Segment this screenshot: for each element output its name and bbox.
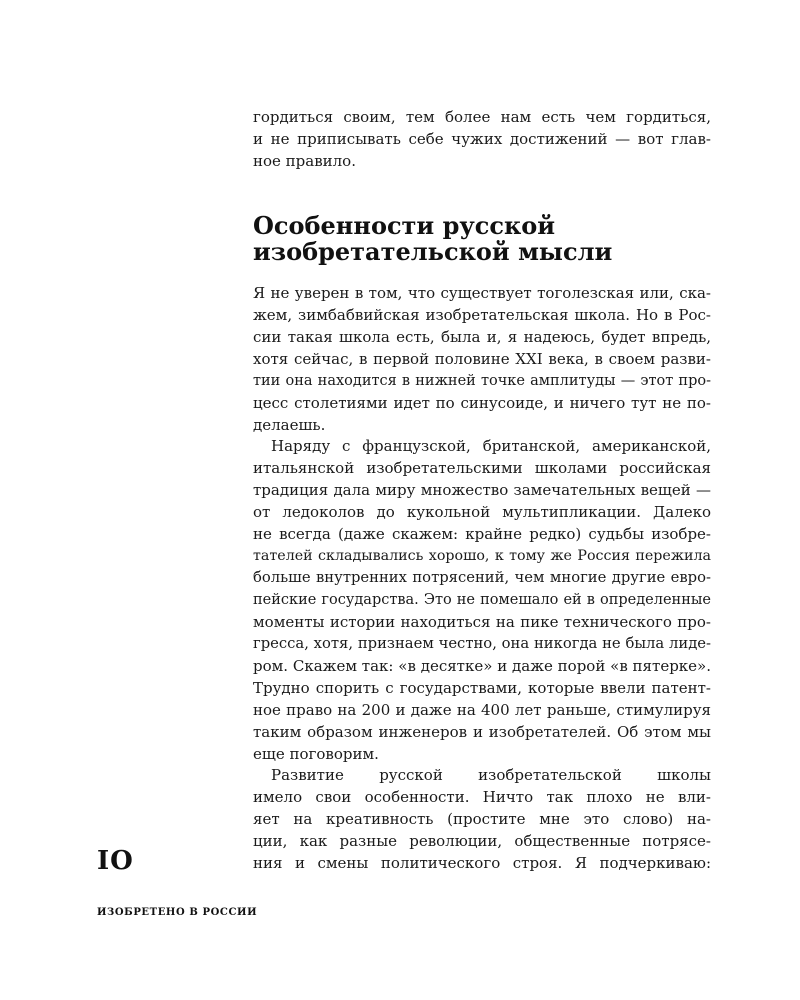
section-heading-line: изобретательской мысли xyxy=(253,237,613,266)
text-line: хотя сейчас, в первой половине XXI века, в своем разви- xyxy=(253,350,711,368)
text-line: сии такая школа есть, была и, я надеюсь, будет впредь, xyxy=(253,328,711,346)
text-line: ное правило. xyxy=(253,152,356,170)
text-line: ции, как разные революции, общественные потрясе- xyxy=(253,832,711,850)
text-line: тателей складывались хорошо, к тому же Россия пережила xyxy=(253,548,711,564)
text-line: Развитие русской изобретательской школы xyxy=(271,766,711,784)
text-line: жем, зимбабвийская изобретательская школа. Но в Рос- xyxy=(253,306,711,324)
text-line: от ледоколов до кукольной мультипликации. Далеко xyxy=(253,503,711,521)
text-line: ром. Скажем так: «в десятке» и даже порой «в пятерке». xyxy=(253,657,711,675)
intro-paragraph xyxy=(253,106,711,172)
text-line: моменты истории находиться на пике технического про- xyxy=(253,613,711,631)
paragraph-2 xyxy=(253,435,711,765)
text-line: Наряду с французской, британской, американской, xyxy=(271,437,711,455)
text-line: делаешь. xyxy=(253,416,326,434)
text-line: тии она находится в нижней точке амплитуды — этот про- xyxy=(253,373,711,389)
text-line: не всегда (даже скажем: крайне редко) судьбы изобре- xyxy=(253,525,711,543)
text-line: итальянской изобретательскими школами российская xyxy=(253,459,711,477)
text-line: традиция дала миру множество замечательных вещей — xyxy=(253,481,711,499)
text-line: Трудно спорить с государствами, которые ввели патент- xyxy=(253,679,711,697)
running-title: ИЗОБРЕТЕНО В РОССИИ xyxy=(97,907,258,918)
paragraph-1 xyxy=(253,282,711,436)
paragraph-3 xyxy=(253,764,711,874)
text-line: таким образом инженеров и изобретателей. Об этом мы xyxy=(253,723,711,741)
text-line: имело свои особенности. Ничто так плохо не вли- xyxy=(253,788,711,806)
text-line: яет на креативность (простите мне это слово) на- xyxy=(253,810,711,828)
text-line: Я не уверен в том, что существует тоголезская или, ска- xyxy=(253,284,711,302)
text-line: цесс столетиями идет по синусоиде, и ничего тут не по- xyxy=(253,394,711,412)
text-line: и не приписывать себе чужих достижений — вот глав- xyxy=(253,130,711,148)
section-heading xyxy=(253,213,723,265)
page-number: IO xyxy=(97,846,134,876)
section-heading-line: Особенности русской xyxy=(253,211,556,240)
text-line: ное право на 200 и даже на 400 лет раньше, стимулируя xyxy=(253,701,711,719)
text-line: ния и смены политического строя. Я подчеркиваю: xyxy=(253,854,711,872)
text-line: гордиться своим, тем более нам есть чем гордиться, xyxy=(253,108,711,126)
text-line: пейские государства. Это не помешало ей в определенные xyxy=(253,592,711,608)
text-line: еще поговорим. xyxy=(253,745,379,763)
text-line: гресса, хотя, признаем честно, она никогда не была лиде- xyxy=(253,635,711,652)
text-line: больше внутренних потрясений, чем многие другие евро- xyxy=(253,569,711,586)
